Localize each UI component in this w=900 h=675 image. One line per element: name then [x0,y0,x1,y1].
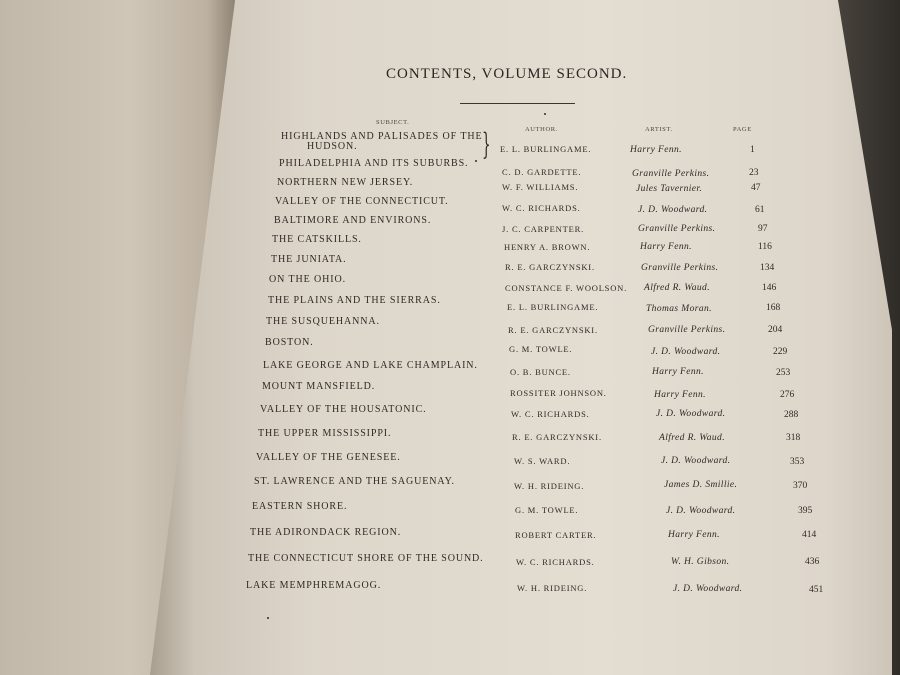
entry-artist: Granville Perkins. [632,169,710,179]
entry-subject: BOSTON. [265,337,314,348]
entry-page-number: 353 [790,457,805,467]
entry-author: J. C. CARPENTER. [502,224,584,234]
entry-page-number: 229 [773,347,788,357]
header-author: AUTHOR. [525,126,558,133]
entry-artist: Harry Fenn. [640,242,692,252]
entry-artist: Harry Fenn. [654,390,706,400]
entry-subject: EASTERN SHORE. [252,501,348,512]
entry-subject: NORTHERN NEW JERSEY. [277,177,414,188]
entry-artist: James D. Smillie. [664,480,738,490]
entry-artist: Jules Tavernier. [636,184,703,194]
ink-speck [267,617,269,619]
brace-mark: } [482,127,491,162]
entry-page-number: 288 [784,410,799,420]
entry-subject: VALLEY OF THE HOUSATONIC. [260,404,427,415]
header-subject: SUBJECT. [376,119,410,126]
entry-page-number: 168 [766,303,781,313]
entry-page-number: 318 [786,433,801,443]
entry-author: E. L. BURLINGAME. [507,302,599,312]
entry-page-number: 134 [760,263,775,273]
entry-author: ROSSITER JOHNSON. [510,388,607,398]
entry-page-number: 451 [809,585,824,595]
entry-author: R. E. GARCZYNSKI. [508,325,598,335]
entry-author: G. M. TOWLE. [515,505,579,515]
entry-page-number: 204 [768,325,783,335]
entry-artist: J. D. Woodward. [656,409,726,419]
entry-page-number: 61 [755,205,765,215]
entry-author: E. L. BURLINGAME. [500,144,592,154]
entry-page-number: 97 [758,224,768,234]
page-title: CONTENTS, VOLUME SECOND. [386,66,628,82]
entry-subject: BALTIMORE AND ENVIRONS. [274,215,432,226]
entry-artist: Granville Perkins. [648,325,726,335]
entry-artist: Harry Fenn. [652,367,704,377]
title-rule [460,103,575,104]
entry-page-number: 1 [750,145,755,155]
entry-subject: THE CATSKILLS. [272,234,362,245]
entry-author: C. D. GARDETTE. [502,167,582,177]
entry-artist: W. H. Gibson. [671,557,730,567]
entry-subject: THE CONNECTICUT SHORE OF THE SOUND. [248,553,484,564]
entry-page-number: 436 [805,557,820,567]
entry-author: W. C. RICHARDS. [502,203,581,213]
entry-artist: Harry Fenn. [668,530,720,540]
entry-author: ROBERT CARTER. [515,530,597,540]
entry-subject: LAKE GEORGE AND LAKE CHAMPLAIN. [263,360,478,371]
entry-subject: MOUNT MANSFIELD. [262,381,376,392]
entry-artist: J. D. Woodward. [666,506,736,516]
entry-page-number: 23 [749,168,759,178]
entry-artist: J. D. Woodward. [661,456,731,466]
entry-subject: HIGHLANDS AND PALISADES OF THE [281,131,483,142]
entry-author: R. E. GARCZYNSKI. [512,432,602,442]
ink-speck [544,113,546,115]
entry-artist: J. D. Woodward. [651,347,721,357]
entry-author: G. M. TOWLE. [509,344,573,354]
header-artist: ARTIST. [645,126,673,133]
entry-page-number: 414 [802,530,817,540]
entry-subject: THE SUSQUEHANNA. [266,316,380,327]
entry-subject: THE UPPER MISSISSIPPI. [258,428,392,439]
entry-page-number: 47 [751,183,761,193]
entry-artist: J. D. Woodward. [638,205,708,215]
header-page: PAGE [733,126,752,133]
entry-artist: Thomas Moran. [646,304,712,314]
entry-author: R. E. GARCZYNSKI. [505,262,595,272]
entry-subject: VALLEY OF THE GENESEE. [256,452,401,463]
entry-page-number: 395 [798,506,813,516]
entry-author: W. H. RIDEING. [517,583,588,593]
entry-subject: ST. LAWRENCE AND THE SAGUENAY. [254,476,455,487]
entry-artist: Alfred R. Waud. [659,433,725,443]
entry-author: W. C. RICHARDS. [516,557,595,567]
entry-author: O. B. BUNCE. [510,367,571,377]
entry-page-number: 146 [762,283,777,293]
entry-author: CONSTANCE F. WOOLSON. [505,283,628,293]
entry-author: W. C. RICHARDS. [511,409,590,419]
entry-author: HENRY A. BROWN. [504,242,591,252]
ink-speck [475,160,477,162]
entry-artist: Granville Perkins. [641,263,719,273]
entry-subject: LAKE MEMPHREMAGOG. [246,580,382,591]
entry-subject: VALLEY OF THE CONNECTICUT. [275,196,449,207]
entry-page-number: 116 [758,242,772,252]
entry-artist: J. D. Woodward. [673,584,743,594]
entry-page-number: 276 [780,390,795,400]
entry-subject: THE JUNIATA. [271,254,347,265]
entry-artist: Alfred R. Waud. [644,283,710,293]
entry-subject-continued: HUDSON. [307,141,358,152]
entry-author: W. F. WILLIAMS. [502,182,579,192]
entry-author: W. H. RIDEING. [514,481,585,491]
entry-page-number: 253 [776,368,791,378]
entry-subject: ON THE OHIO. [269,274,346,285]
entry-subject: THE PLAINS AND THE SIERRAS. [268,295,441,306]
entry-author: W. S. WARD. [514,456,571,466]
entry-subject: PHILADELPHIA AND ITS SUBURBS. [279,158,469,169]
entry-artist: Granville Perkins. [638,224,716,234]
entry-page-number: 370 [793,481,808,491]
entry-artist: Harry Fenn. [630,145,682,155]
entry-subject: THE ADIRONDACK REGION. [250,527,402,538]
